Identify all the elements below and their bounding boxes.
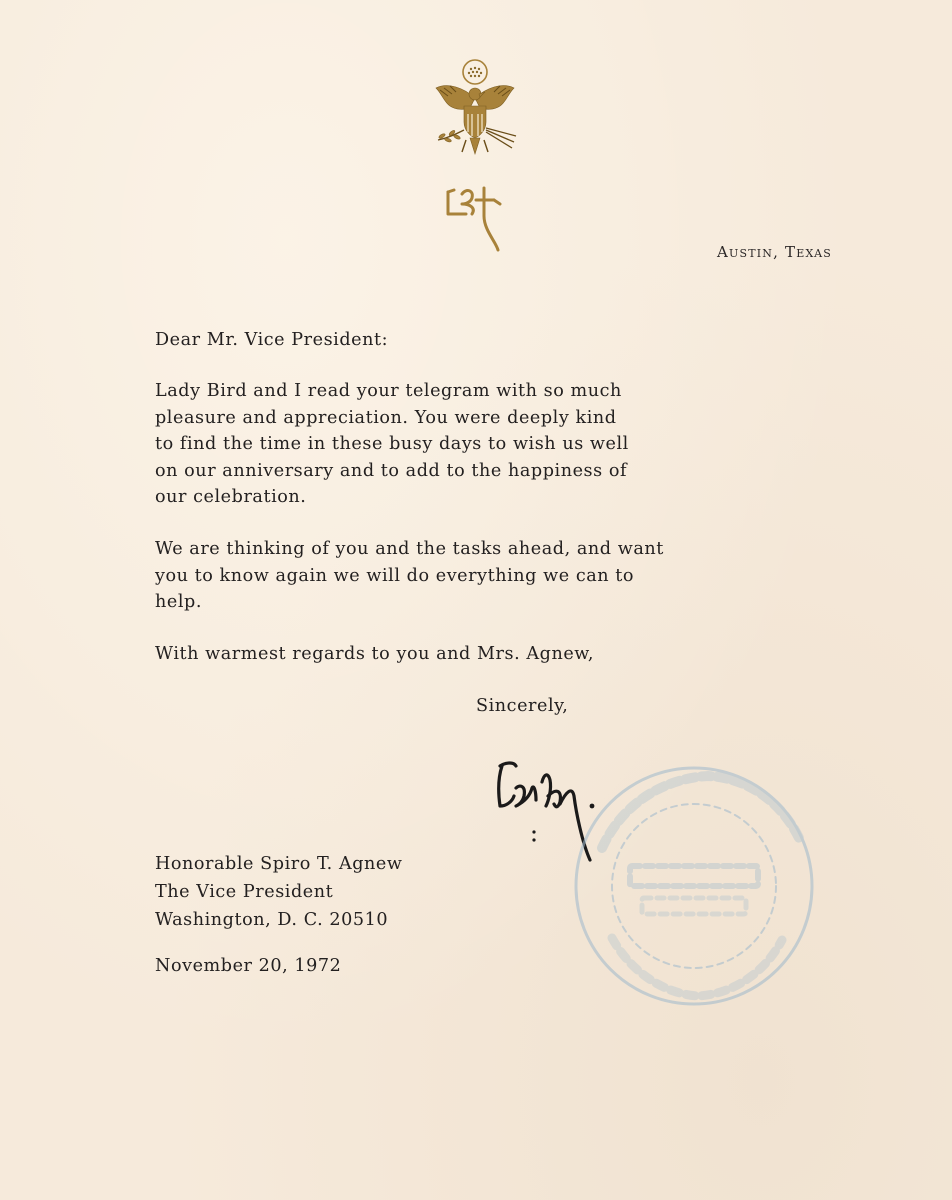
letter-date: November 20, 1972 bbox=[155, 956, 342, 976]
paragraph-2-line: We are thinking of you and the tasks ahead, and want bbox=[155, 539, 664, 559]
paragraph-1-line: to find the time in these busy days to wish us well bbox=[155, 434, 629, 454]
recipient-title: The Vice President bbox=[155, 882, 334, 902]
paragraph-1-line: our celebration. bbox=[155, 487, 307, 507]
lbj-monogram-icon bbox=[440, 180, 506, 252]
paragraph-2 bbox=[155, 536, 664, 616]
paragraph-2-line: help. bbox=[155, 592, 202, 612]
salutation: Dear Mr. Vice President: bbox=[155, 330, 389, 350]
received-stamp-icon bbox=[568, 760, 820, 1012]
paragraph-1-line: Lady Bird and I read your telegram with so much bbox=[155, 381, 622, 401]
recipient-name: Honorable Spiro T. Agnew bbox=[155, 854, 403, 874]
letterhead-place: Austin, Texas bbox=[716, 243, 832, 261]
paragraph-2-line: you to know again we will do everything we can to bbox=[155, 565, 635, 586]
paragraph-1 bbox=[155, 378, 629, 511]
eagle-seal-icon bbox=[426, 58, 524, 160]
recipient-city: Washington, D. C. 20510 bbox=[155, 910, 389, 930]
recipient-address bbox=[155, 850, 403, 934]
paragraph-1-line: pleasure and appreciation. You were deeply kind bbox=[155, 407, 617, 428]
closing-line: With warmest regards to you and Mrs. Agnew, bbox=[155, 644, 594, 664]
paragraph-1-line: on our anniversary and to add to the happiness of bbox=[155, 460, 628, 481]
signoff: Sincerely, bbox=[476, 696, 569, 716]
